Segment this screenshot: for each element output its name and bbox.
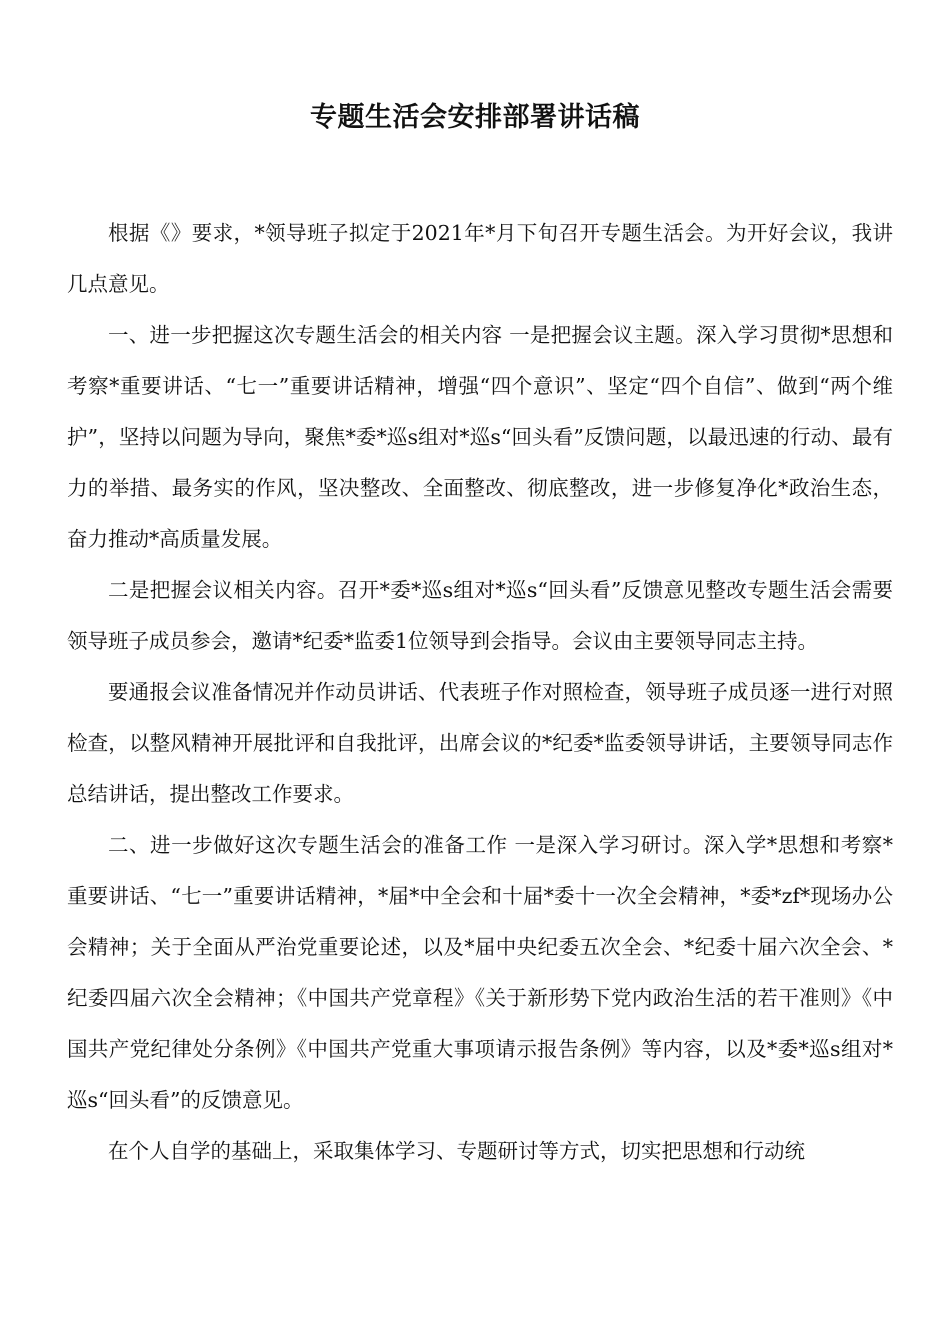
paragraph-intro: 根据《》要求，*领导班子拟定于2021年*月下旬召开专题生活会。为开好会议，我讲几点意见。 xyxy=(67,221,893,296)
paragraph-meeting-content: 二是把握会议相关内容。召开*委*巡s组对*巡s“回头看”反馈意见整改专题生活会需要领导班子成员参会，邀请*纪委*监委1位领导到会指导。会议由主要领导同志主持。 xyxy=(67,578,893,653)
document-title: 专题生活会安排部署讲话稿 xyxy=(310,102,640,133)
paragraph-section-one: 一、进一步把握这次专题生活会的相关内容 一是把握会议主题。深入学习贯彻*思想和考察*重要讲话、“七一”重要讲话精神，增强“四个意识”、坚定“四个自信”、做到“两个维护”，坚持以问题为导向，聚焦*委*巡s组对*巡s“回头看”反馈问题，以最迅速的行动、最有力的举措、最务实的作风，坚决整改、全面整改、彻底整改，进一步修复净化*政治生态，奋力推动*高质量发展。 xyxy=(67,323,893,551)
document-body xyxy=(67,208,893,1177)
paragraph-self-study: 在个人自学的基础上，采取集体学习、专题研讨等方式，切实把思想和行动统 xyxy=(108,1139,805,1163)
paragraph-meeting-procedure: 要通报会议准备情况并作动员讲话、代表班子作对照检查，领导班子成员逐一进行对照检查，以整风精神开展批评和自我批评，出席会议的*纪委*监委领导讲话，主要领导同志作总结讲话，提出整改工作要求。 xyxy=(67,680,893,806)
paragraph-section-two: 二、进一步做好这次专题生活会的准备工作 一是深入学习研讨。深入学*思想和考察*重要讲话、“七一”重要讲话精神，*届*中全会和十届*委十一次全会精神，*委*zf*现场办公会精神；关于全面从严治党重要论述，以及*届中央纪委五次全会、*纪委十届六次全会、*纪委四届六次全会精神；《中国共产党章程》《关于新形势下党内政治生活的若干准则》《中国共产党纪律处分条例》《中国共产党重大事项请示报告条例》等内容，以及*委*巡s组对*巡s“回头看”的反馈意见。 xyxy=(67,833,893,1112)
